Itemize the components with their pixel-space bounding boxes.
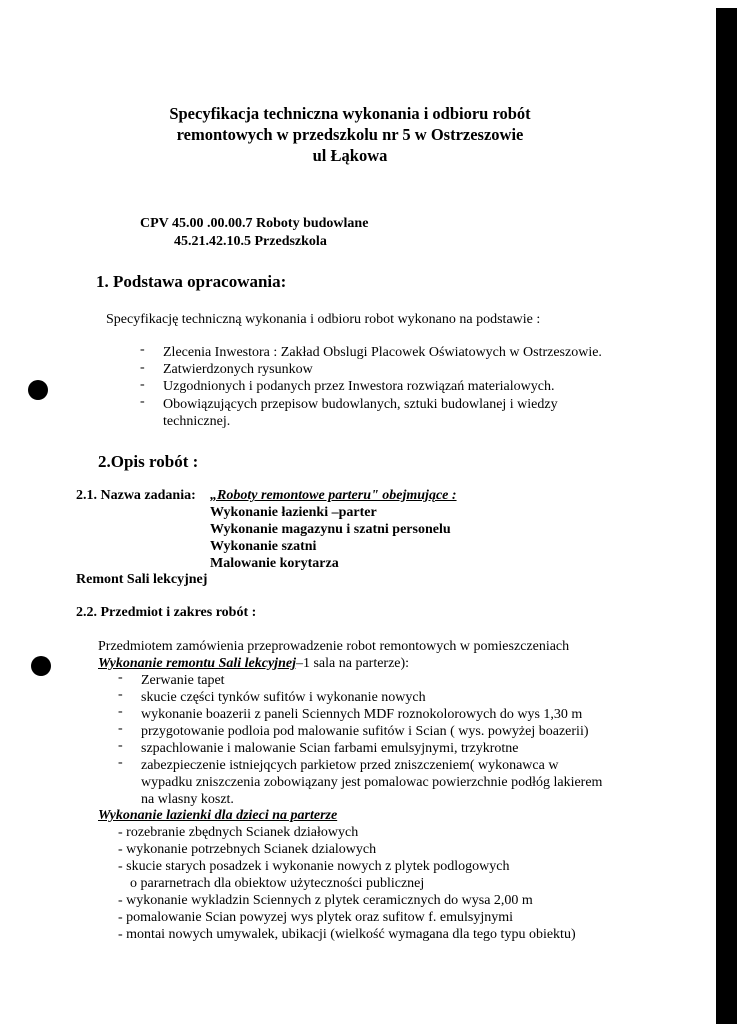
task-item: Malowanie korytarza xyxy=(210,556,339,571)
subsection-1-title: Wykonanie remontu Sali lekcyjnej xyxy=(98,656,296,671)
bullet-dash: - xyxy=(118,738,123,753)
list-item: szpachlowanie i malowanie Scian farbami emulsyjnymi, trzykrotne xyxy=(141,741,519,756)
bullet-dash: - xyxy=(118,721,123,736)
list-item-continuation: technicznej. xyxy=(163,414,231,429)
cpv-line-1: CPV 45.00 .00.00.7 Roboty budowlane xyxy=(140,216,369,231)
section-2-2-label: 2.2. Przedmiot i zakres robót : xyxy=(76,605,257,620)
list-item: - wykonanie wykladzin Sciennych z plytek ceramicznych do wysa 2,00 m xyxy=(118,893,533,908)
list-item: Uzgodnionych i podanych przez Inwestora rozwiązań materialowych. xyxy=(163,379,555,394)
section-1-heading: 1. Podstawa opracowania: xyxy=(96,272,287,291)
scan-edge-bar xyxy=(716,8,737,1024)
bullet-dash: - xyxy=(140,394,145,409)
title-line-2: remontowych w przedszkolu nr 5 w Ostrzeszowie xyxy=(176,125,524,144)
subsection-2-title: Wykonanie lazienki dla dzieci na parterze xyxy=(98,808,338,823)
bullet-dash: - xyxy=(140,360,145,375)
task-item: Wykonanie szatni xyxy=(210,539,317,554)
list-item: zabezpieczenie istniejqcych parkietow przed zniszczeniem( wykonawca w xyxy=(141,758,559,773)
list-item: skucie części tynków sufitów i wykonanie nowych xyxy=(141,690,426,705)
subsection-1-heading xyxy=(98,656,409,672)
list-item: wykonanie boazerii z paneli Sciennych MDF roznokolorowych do wys 1,30 m xyxy=(141,707,583,722)
cpv-line-2: 45.21.42.10.5 Przedszkola xyxy=(174,234,327,249)
list-item: - rozebranie zbędnych Scianek działowych xyxy=(118,825,359,840)
list-item: - wykonanie potrzebnych Scianek dzialowych xyxy=(118,842,377,857)
list-item: - montai nowych umywalek, ubikacji (wielkość wymagana dla tego typu obiektu) xyxy=(118,927,576,942)
bullet-dash: - xyxy=(118,687,123,702)
task-title: „Roboty remontowe parteru" obejmujące : xyxy=(210,488,457,503)
list-item: - pomalowanie Scian powyzej wys plytek oraz sufitow f. emulsyjnymi xyxy=(118,910,514,925)
bullet-dash: - xyxy=(118,755,123,770)
bullet-dash: - xyxy=(140,377,145,392)
list-item: - skucie starych posadzek i wykonanie nowych z plytek podlogowych xyxy=(118,859,510,874)
subsection-1-suffix: –1 sala na parterze): xyxy=(295,656,410,671)
bullet-dash: - xyxy=(140,342,145,357)
punch-hole-1 xyxy=(28,380,48,400)
list-item: Zatwierdzonych rysunkow xyxy=(163,362,313,377)
list-item: Obowiązujących przepisow budowlanych, sztuki budowlanej i wiedzy xyxy=(163,397,558,412)
section-1-intro: Specyfikację techniczną wykonania i odbioru robot wykonano na podstawie : xyxy=(106,312,541,327)
list-item: przygotowanie podloia pod malowanie sufitów i Scian ( wys. powyżej boazerii) xyxy=(141,724,589,739)
section-2-heading: 2.Opis robót : xyxy=(98,452,199,471)
task-item-last: Remont Sali lekcyjnej xyxy=(76,572,208,587)
section-2-1-label: 2.1. Nazwa zadania: xyxy=(76,488,196,503)
list-item: Zerwanie tapet xyxy=(141,673,225,688)
list-item-continuation: o pararnetrach dla obiektow użyteczności publicznej xyxy=(130,876,425,891)
list-item-continuation: na wlasny koszt. xyxy=(141,792,234,807)
task-item: Wykonanie magazynu i szatni personelu xyxy=(210,522,451,537)
bullet-dash: - xyxy=(118,704,123,719)
title-line-1: Specyfikacja techniczna wykonania i odbioru robót xyxy=(169,104,531,123)
punch-hole-2 xyxy=(31,656,51,676)
title-line-3: ul Łąkowa xyxy=(312,146,388,165)
bullet-dash: - xyxy=(118,670,123,685)
list-item-continuation: wypadku zniszczenia zobowiązany jest pomalowac powierzchnie podłóg lakierem xyxy=(141,775,603,790)
task-item: Wykonanie łazienki –parter xyxy=(210,505,377,520)
section-2-2-intro: Przedmiotem zamówienia przeprowadzenie robot remontowych w pomieszczeniach xyxy=(98,639,570,654)
list-item: Zlecenia Inwestora : Zakład Obslugi Placowek Oświatowych w Ostrzeszowie. xyxy=(163,345,602,360)
